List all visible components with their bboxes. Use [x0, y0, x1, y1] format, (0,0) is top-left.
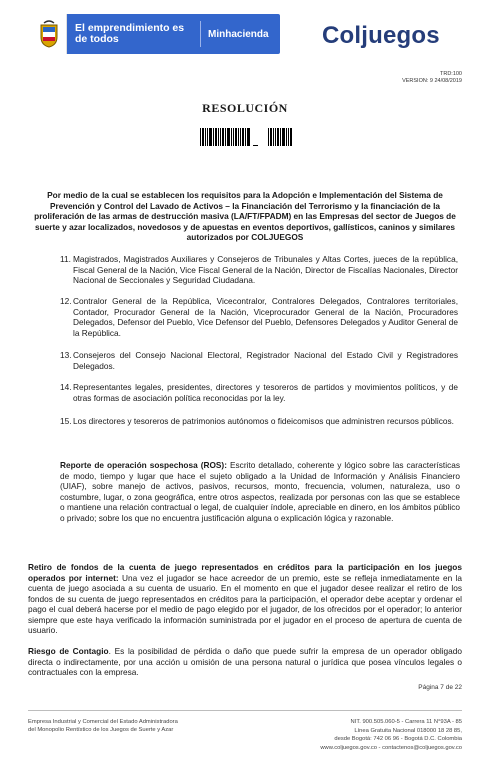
list-item [60, 254, 458, 286]
coat-of-arms-icon [32, 14, 67, 54]
item-text: Los directores y tesoreros de patrimonios autónomos o fideicomisos que administren recursos públicos. [73, 416, 454, 426]
list-item [60, 296, 458, 338]
item-text: Magistrados, Magistrados Auxiliares y Consejeros de Tribunales y Altas Cortes, jueces de la república, Fiscal General de la Nación, Vice Fiscal General de la Nación, Director de Fiscalías Nacionales, Director Nacional de Seccionales y Seguridad Ciudadana. [73, 254, 458, 285]
item-number: 13. [60, 350, 72, 360]
item-number: 14. [60, 382, 72, 392]
footer-nit: NIT. 900.505.060-5 - Carrera 11 N°93A - 85 [350, 719, 462, 725]
ministry-name: Minhacienda [208, 28, 269, 40]
definition-text: . Es la posibilidad de pérdida o daño que puede sufrir la empresa de un operador obligado directa o indirectamente, por una acción u omisión de una persona natural o jurídica que posea vínculos legales o contractuales con la empresa. [28, 646, 462, 677]
definition-ros [60, 460, 460, 523]
government-slogan: El emprendimiento es de todos [75, 22, 185, 45]
definition-text: Escrito detallado, coherente y lógico sobre las características de modo, tiempo y lugar que hace el sujeto obligado a la Unidad de Información y Análisis Financiero (UIAF), sobre manejo de activos, pasivos, recursos, monto, frecuencia, volumen, naturaleza, uso o costumbre, lugar, o zona geográfica, entre otros aspectos, realizada por personas con las que se establece o mantiene una relación contractual o legal, de cualquier índole, apreciable en dinero, en los ámbitos público o privado; sobre los que no encuentra justificación alguna o explicación lógica y razonable. [60, 460, 460, 523]
definition-term: Riesgo de Contagio [28, 646, 109, 656]
footer-city: desde Bogotá: 742 06 96 - Bogotá D.C. Colombia [334, 736, 462, 742]
barcode-right [268, 128, 293, 146]
government-banner [32, 14, 280, 54]
item-text: Consejeros del Consejo Nacional Electoral, Registrador Nacional del Estado Civil y Registradores Delegados. [73, 350, 458, 371]
list-item [60, 382, 458, 403]
item-text: Representantes legales, presidentes, directores y tesoreros de partidos y movimientos políticos, y de otras formas de asociación política reconocidas por la ley. [73, 382, 458, 403]
barcode-left [200, 128, 259, 146]
footer-contact [320, 718, 462, 752]
banner-divider [200, 21, 201, 47]
definition-text: Una vez el jugador se hace acreedor de un premio, este se refleja inmediatamente en la cuenta de juego asociada a su cuenta de usuario. En el momento en que el jugador desee realizar el retiro de los fondos de su cuenta de juego representados en créditos para la participación, el operador debe aceptar y ordenar el pago el cual deberá hacerse por el medio de pago elegido por el jugador, de los ofrecidos por el operador; lo anterior siempre que este haya verificado la información suministrada por el jugador en el proceso de apertura de cuenta de usuario. [28, 572, 462, 635]
footer-phone: Línea Gratuita Nacional 018000 18 28 85, [354, 727, 462, 734]
definition-riesgo [28, 646, 462, 678]
footer-entity [28, 718, 178, 734]
definition-term: Reporte de operación sospechosa (ROS): [60, 460, 227, 470]
page-number: Página 7 de 22 [418, 684, 462, 691]
document-title: RESOLUCIÓN [202, 101, 288, 115]
list-item [60, 416, 458, 427]
definition-term: Retiro de fondos de la cuenta de juego representados en créditos para la participación en los juegos operados por internet: [28, 562, 462, 583]
item-number: 11. [60, 254, 71, 264]
document-version: VERSION: 9 24/08/2019 [402, 78, 462, 84]
brand-name: Coljuegos [322, 22, 440, 49]
document-code: TRD:100 [439, 71, 462, 77]
item-number: 12. [60, 296, 72, 306]
coljuegos-logo [322, 22, 440, 50]
resolution-intro: Por medio de la cual se establecen los requisitos para la Adopción e Implementación del Sistema de Prevención y Control del Lavado de Activos – la Financiación del Terrorismo y la financiación de la proliferación de las armas de destrucción masiva (LA/FT/FPADM) en las Empresas del sector de Juegos de suerte y azar localizados, novedosos y de apuestas en eventos deportivos, gallísticos, caninos y similares autorizados por COLJUEGOS [34, 190, 456, 242]
item-number: 15. [60, 416, 72, 426]
item-text: Contralor General de la República, Vicecontralor, Contralores Delegados, Contralores territoriales, Contador, Procurador General de la Nación, Viceprocurador General de la Nación, Procuradores Delegados, Defensor del Pueblo, Vice Defensor del Pueblo, Defensores Delegados y Auditor General de la República. [73, 296, 458, 338]
list-item [60, 350, 458, 371]
footer-entity-line: del Monopolio Rentístico de los Juegos de Suerte y Azar [28, 727, 174, 733]
footer-divider [28, 710, 462, 711]
definition-retiro [28, 562, 462, 636]
footer-entity-line: Empresa Industrial y Comercial del Estado Administradora [28, 719, 178, 725]
footer-web[interactable]: www.coljuegos.gov.co - contactenos@coljuegos.gov.co [320, 744, 462, 751]
